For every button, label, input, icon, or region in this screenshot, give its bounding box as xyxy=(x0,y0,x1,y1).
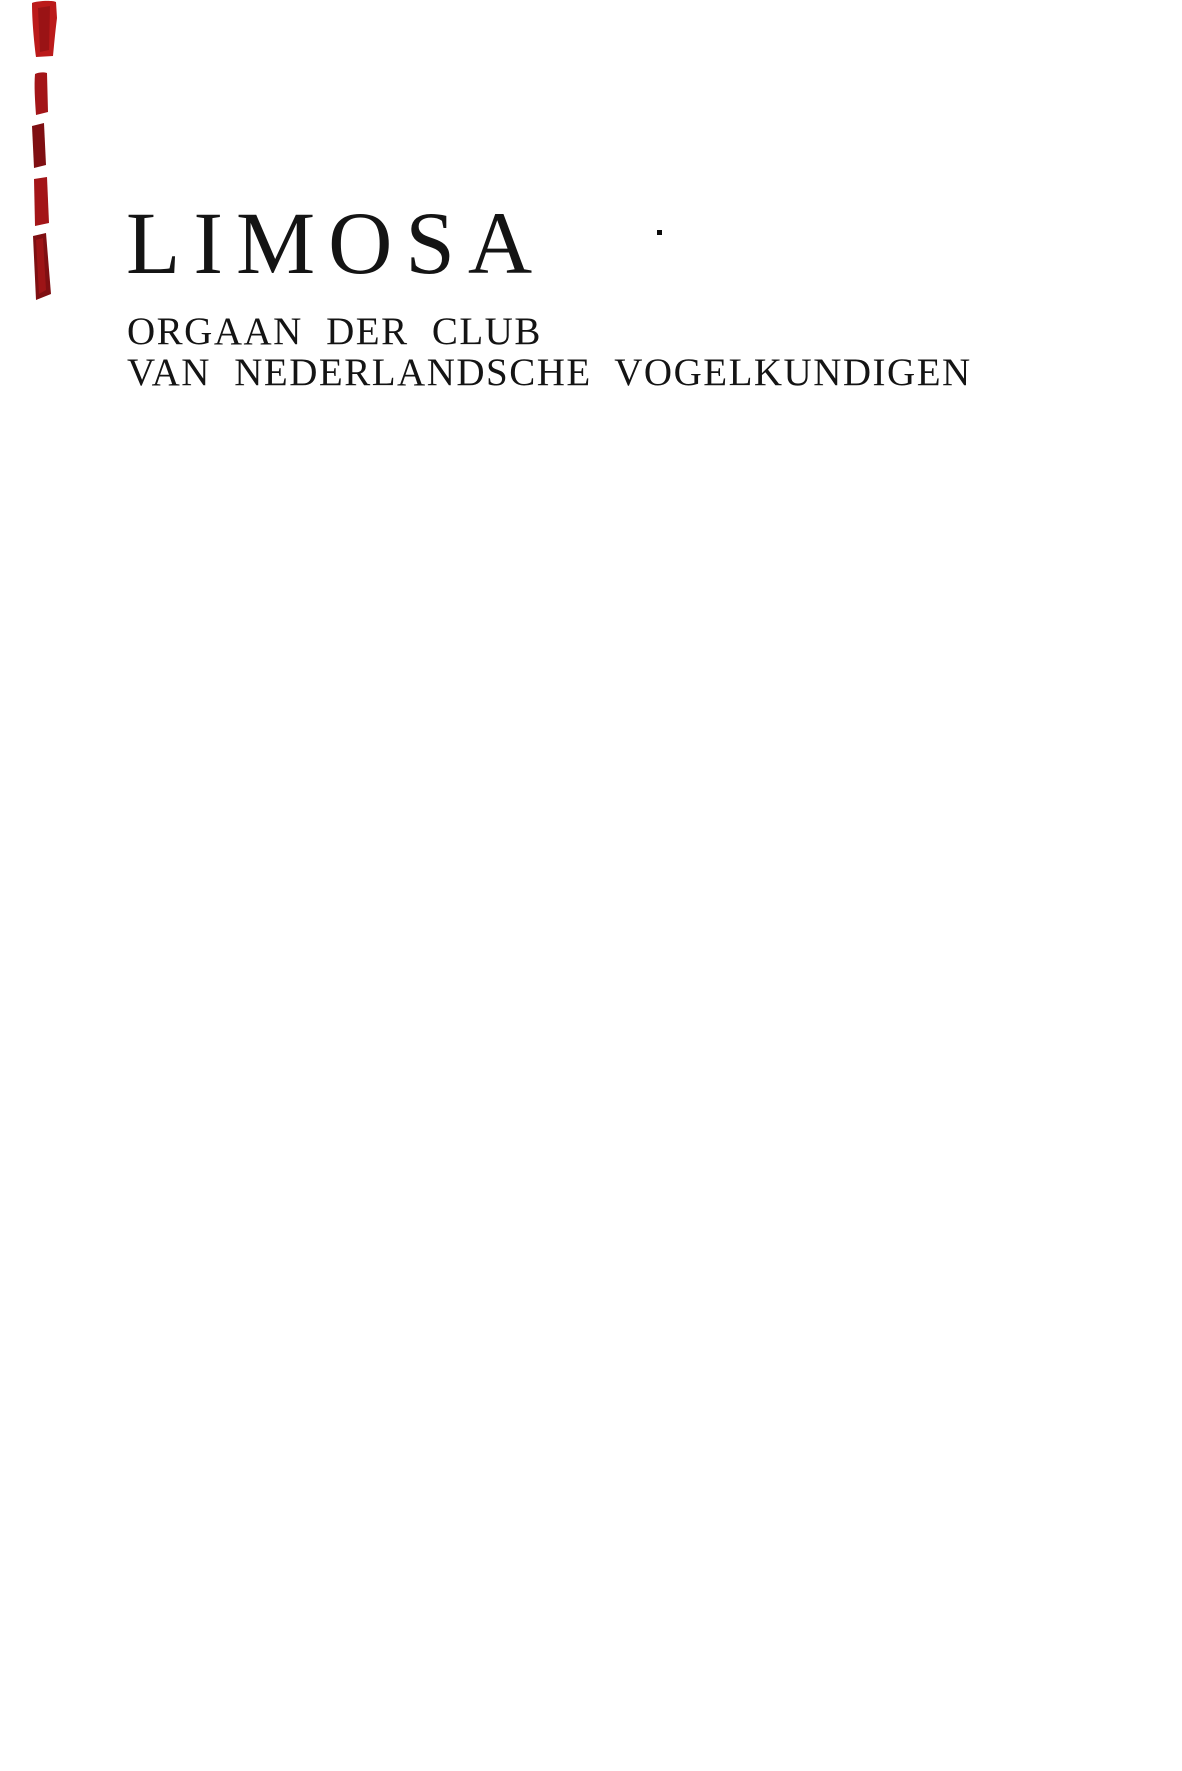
red-pen-marks xyxy=(26,0,62,304)
ink-dot xyxy=(657,230,662,235)
journal-subtitle xyxy=(127,311,972,393)
red-pen-stroke xyxy=(34,177,49,226)
journal-title: LIMOSA xyxy=(126,195,546,293)
red-pen-stroke xyxy=(32,123,46,168)
subtitle-line-2: VAN NEDERLANDSCHE VOGELKUNDIGEN xyxy=(127,351,972,394)
subtitle-line-1: ORGAAN DER CLUB xyxy=(127,310,542,353)
red-pen-stroke xyxy=(35,72,48,115)
red-pen-stroke-core xyxy=(38,6,50,52)
